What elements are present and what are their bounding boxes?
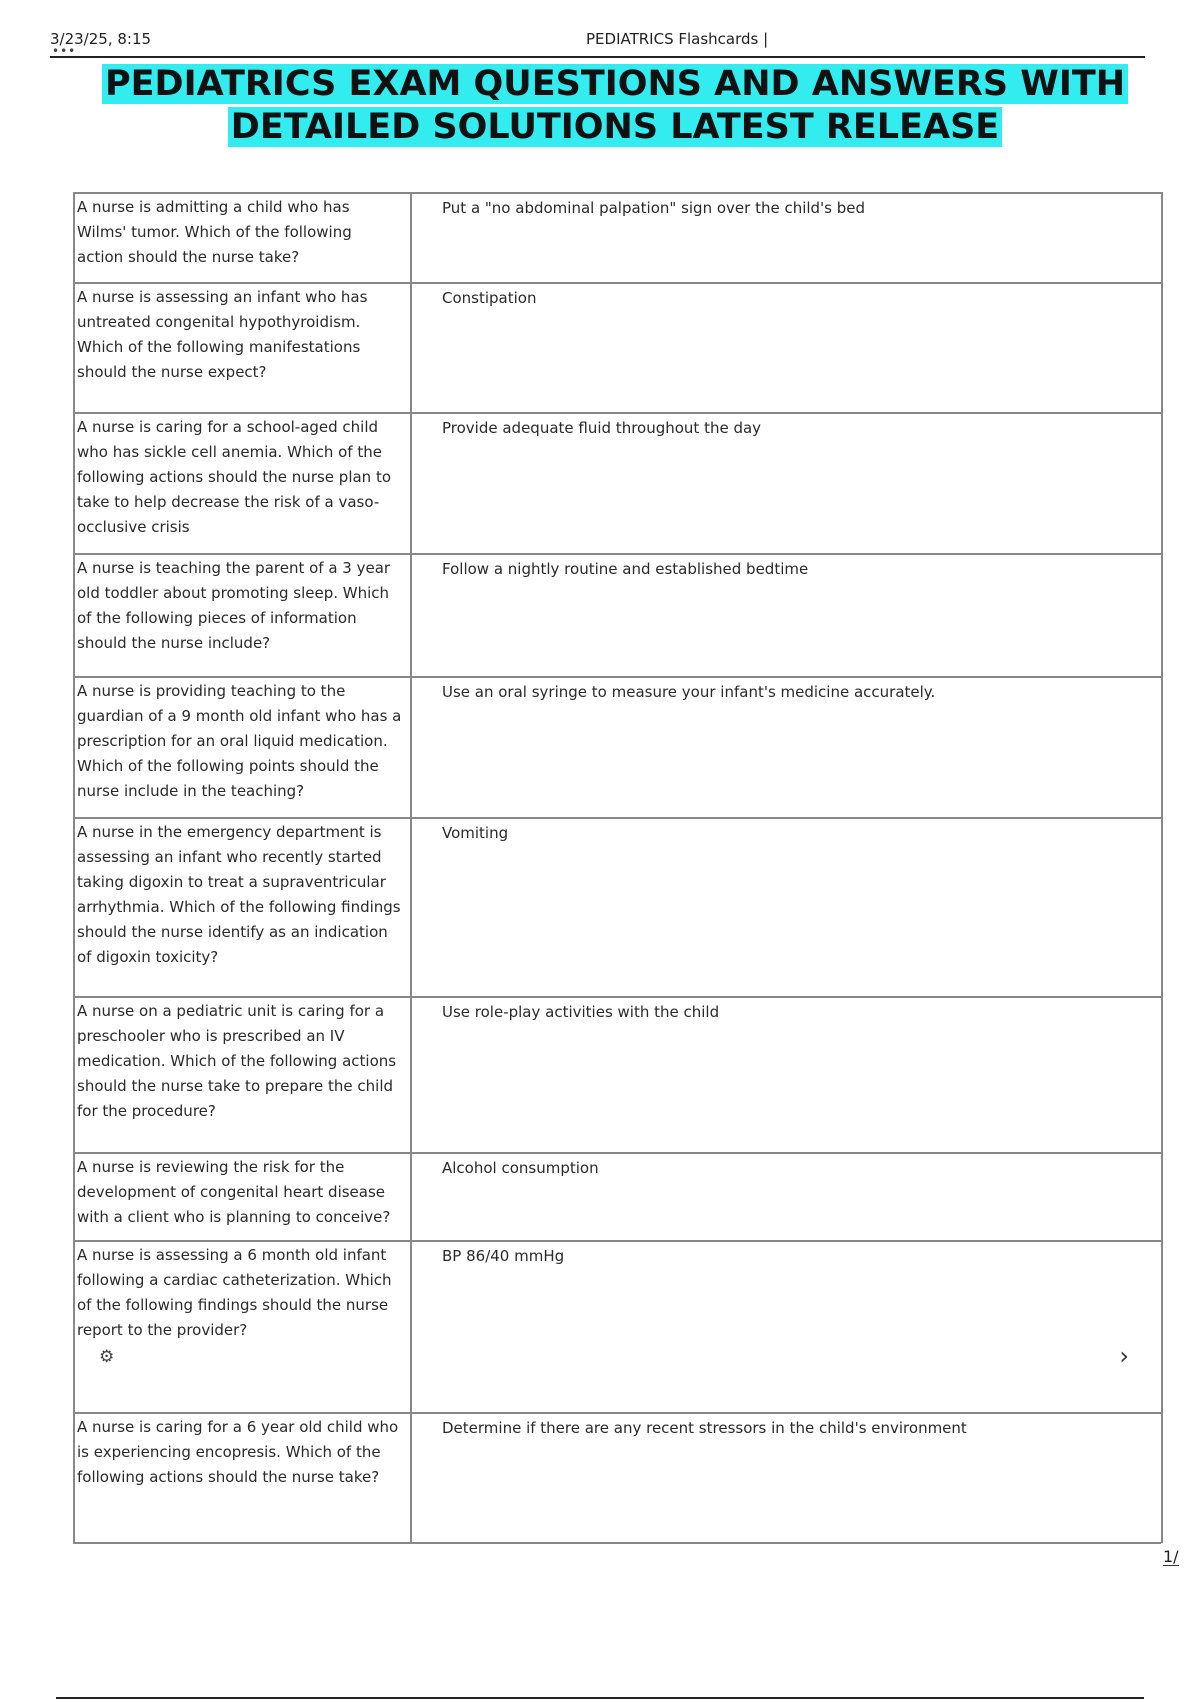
question-cell: A nurse in the emergency department is assessing an infant who recently started taking digoxin to treat a supraventricular arrhythmia. Which of the following findings should the nurse identify as an indication of digoxin toxicity? [74, 818, 411, 997]
answer-cell: Use an oral syringe to measure your infant's medicine accurately. [411, 677, 1162, 818]
print-datetime: 3/23/25, 8:15 [50, 30, 152, 48]
gear-icon[interactable]: ⚙ [99, 1347, 115, 1367]
answer-cell: Use role-play activities with the child [411, 997, 1162, 1153]
question-cell: A nurse is teaching the parent of a 3 year old toddler about promoting sleep. Which of the following pieces of information should the nurse include? [74, 554, 411, 677]
answer-cell: Constipation [411, 283, 1162, 413]
table-bottom-border [73, 1542, 1161, 1544]
table-row[interactable] [74, 677, 1162, 818]
table-row[interactable] [74, 997, 1162, 1153]
table-row[interactable] [74, 1241, 1162, 1413]
table-row[interactable] [74, 283, 1162, 413]
table-row[interactable] [74, 818, 1162, 997]
question-cell: A nurse is caring for a school-aged child who has sickle cell anemia. Which of the following actions should the nurse plan to take to help decrease the risk of a vaso-occlusive crisis [74, 413, 411, 554]
answer-cell: Put a "no abdominal palpation" sign over the child's bed [411, 193, 1162, 283]
chevron-right-icon[interactable]: › [1119, 1342, 1129, 1370]
answer-cell: BP 86/40 mmHg [411, 1241, 1162, 1413]
answer-cell: Alcohol consumption [411, 1153, 1162, 1241]
table-row[interactable] [74, 1413, 1162, 1543]
answer-cell: Vomiting [411, 818, 1162, 997]
question-cell: A nurse on a pediatric unit is caring for a preschooler who is prescribed an IV medication. Which of the following actions should the nurse take to prepare the child for the procedure? [74, 997, 411, 1153]
document-title-text: PEDIATRICS EXAM QUESTIONS AND ANSWERS WITH DETAILED SOLUTIONS LATEST RELEASE [102, 64, 1128, 147]
question-cell: A nurse is assessing an infant who has untreated congenital hypothyroidism. Which of the following manifestations should the nurse expect? [74, 283, 411, 413]
answer-cell: Follow a nightly routine and established bedtime [411, 554, 1162, 677]
row-tools [73, 1342, 1161, 1375]
question-cell: A nurse is assessing a 6 month old infant following a cardiac catheterization. Which of the following findings should the nurse report to the provider? [74, 1241, 411, 1413]
page-header-title: PEDIATRICS Flashcards | [586, 30, 769, 48]
page-number: 1/ [1163, 1547, 1179, 1566]
footer-divider [56, 1697, 1144, 1699]
answer-cell: Determine if there are any recent stressors in the child's environment [411, 1413, 1162, 1543]
question-cell: A nurse is admitting a child who has Wilms' tumor. Which of the following action should the nurse take? [74, 193, 411, 283]
question-cell: A nurse is providing teaching to the guardian of a 9 month old infant who has a prescription for an oral liquid medication. Which of the following points should the nurse include in the teaching? [74, 677, 411, 818]
table-row[interactable] [74, 554, 1162, 677]
document-title [40, 63, 1190, 149]
question-cell: A nurse is reviewing the risk for the development of congenital heart disease with a client who is planning to conceive? [74, 1153, 411, 1241]
answer-cell: Provide adequate fluid throughout the day [411, 413, 1162, 554]
flashcard-table [73, 192, 1163, 1543]
table-row[interactable] [74, 1153, 1162, 1241]
table-row[interactable] [74, 413, 1162, 554]
question-cell: A nurse is caring for a 6 year old child who is experiencing encopresis. Which of the following actions should the nurse take? [74, 1413, 411, 1543]
table-row[interactable] [74, 193, 1162, 283]
more-icon[interactable]: ••• [52, 44, 77, 58]
page-header [50, 28, 1145, 58]
